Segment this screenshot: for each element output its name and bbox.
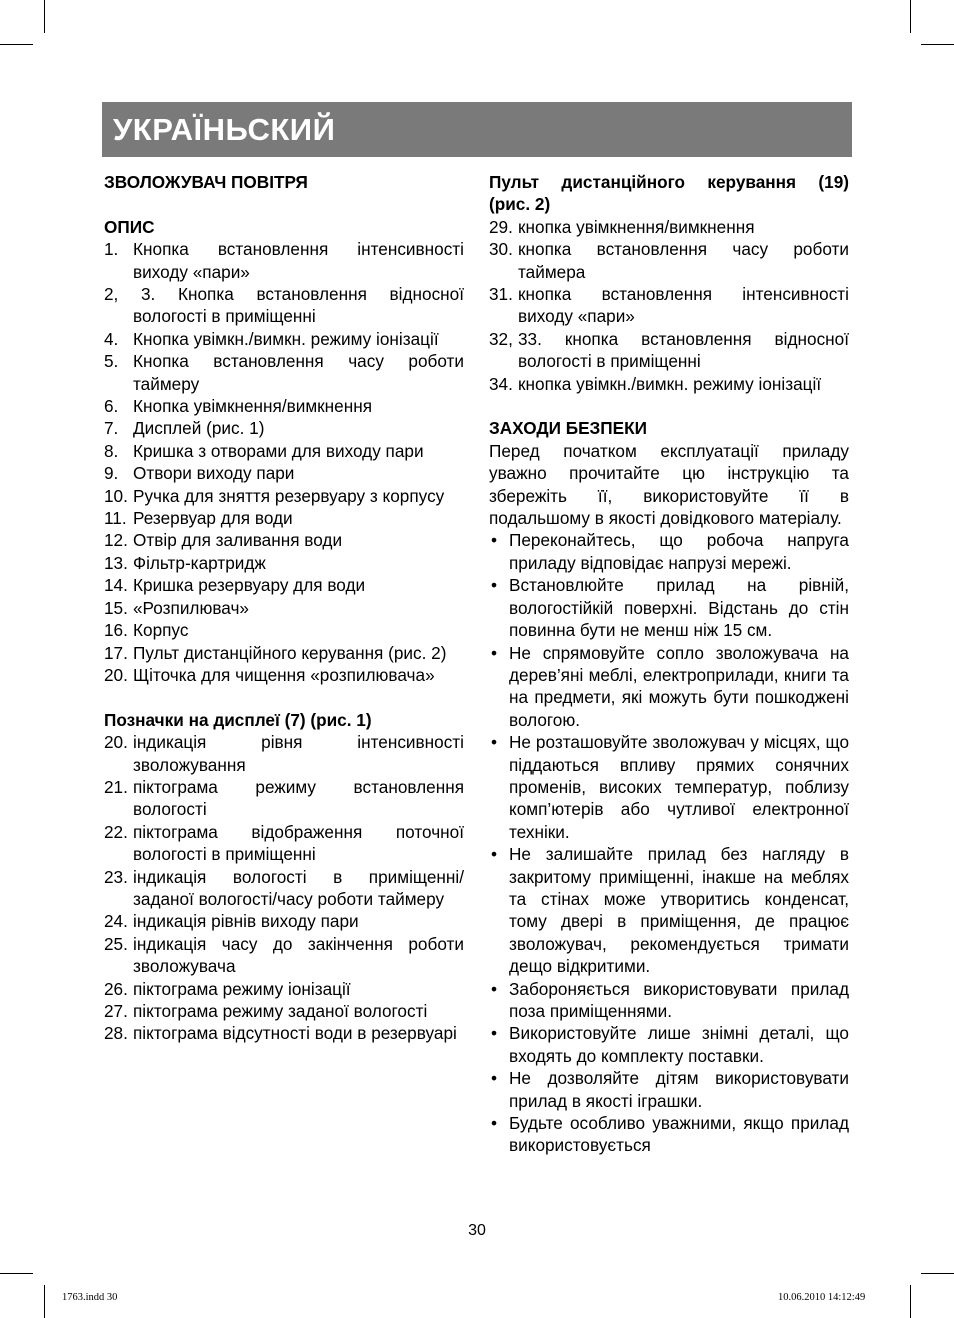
list-item-number: 29. — [489, 216, 513, 237]
bullet-icon: • — [491, 1068, 498, 1089]
safety-bullet-item — [489, 529, 849, 574]
list-item — [104, 529, 464, 551]
list-item-text: піктограма режиму іонізації — [133, 978, 351, 999]
list-item-text: Корпус — [133, 620, 189, 641]
list-item-text: Кнопка увімкнення/вимкнення — [133, 396, 373, 417]
list-item-text: Фільтр-картридж — [133, 552, 266, 573]
list-item-text: Щіточка для чищення «розпилювача» — [133, 664, 435, 685]
list-item — [104, 866, 464, 911]
list-item-text: піктограма режиму встановлення вологості — [133, 776, 464, 820]
list-item-text: кнопка встановлення інтенсивності виходу «пари» — [518, 284, 849, 327]
list-item-text: піктограма відображення поточної вологості в приміщенні — [133, 821, 464, 865]
list-item-number: 20. — [104, 732, 128, 753]
list-item-text: кнопка увімкнення/вимкнення — [518, 216, 755, 237]
list-item-number: 30. — [489, 239, 513, 260]
safety-bullet-item — [489, 978, 849, 1023]
safety-bullet-item — [489, 1067, 849, 1112]
description-heading: ОПИС — [104, 216, 155, 237]
crop-mark — [910, 1285, 911, 1318]
display-list — [104, 731, 464, 1045]
safety-bullet-text: Не розташовуйте зволожувач у місцях, що піддаються впливу прямих сонячних променів, високих температур, поблизу комп’ютерів або чутливої електронної техніки. — [509, 732, 849, 842]
list-item-number: 21. — [104, 776, 128, 797]
crop-mark — [921, 44, 954, 45]
list-item — [104, 776, 464, 821]
list-item — [104, 642, 464, 664]
product-heading: ЗВОЛОЖУВАЧ ПОВІТРЯ — [104, 172, 308, 192]
list-item — [104, 485, 464, 507]
list-item — [104, 283, 464, 328]
right-column — [489, 171, 849, 1157]
safety-bullet-text: Забороняється використовувати прилад поза приміщеннями. — [509, 978, 849, 1022]
list-item-number: 15. — [104, 597, 128, 618]
list-item — [104, 597, 464, 619]
list-item-text: Кнопка встановлення відносної вологості в приміщенні — [133, 284, 464, 327]
list-item-number: 32, — [489, 328, 513, 349]
date-info: 10.06.2010 14:12:49 — [778, 1292, 866, 1303]
list-item-text: Ручка для зняття резервуару з корпусу — [133, 485, 445, 506]
list-item-number: 22. — [104, 821, 128, 842]
list-item-text: Кнопка встановлення часу роботи таймеру — [133, 351, 464, 394]
file-info: 1763.indd 30 — [62, 1292, 118, 1303]
list-item-number: 7. — [104, 418, 119, 439]
safety-bullet-item — [489, 1112, 849, 1157]
safety-bullet-item — [489, 843, 849, 977]
list-item-number: 11. — [104, 508, 127, 529]
crop-mark — [44, 0, 45, 33]
bullet-icon: • — [491, 844, 498, 865]
language-banner — [102, 102, 852, 157]
list-item-text: кнопка встановлення часу роботи таймера — [518, 239, 849, 282]
list-item-text: індикація рівнів виходу пари — [133, 911, 359, 932]
list-item-number: 20. — [104, 664, 128, 685]
list-item-text: 33. кнопка встановлення відносної вологості в приміщенні — [518, 328, 849, 372]
list-item — [104, 821, 464, 866]
safety-heading: ЗАХОДИ БЕЗПЕКИ — [489, 418, 647, 439]
list-item-number: 2, 3. — [104, 284, 156, 305]
list-item — [104, 238, 464, 283]
list-item — [104, 731, 464, 776]
list-item-number: 10. — [104, 485, 128, 506]
list-item-number: 9. — [104, 463, 119, 484]
list-item-number: 13. — [104, 552, 128, 573]
language-title: УКРАЇНЬСКИЙ — [113, 112, 336, 147]
list-item-number: 14. — [104, 575, 128, 596]
list-item — [489, 283, 849, 328]
list-item-number: 12. — [104, 530, 128, 551]
list-item-number: 6. — [104, 396, 119, 417]
page-number: 30 — [468, 1222, 486, 1239]
list-item-number: 23. — [104, 866, 128, 887]
list-item-text: Отвір для заливання води — [133, 530, 343, 551]
safety-bullet-text: Переконайтесь, що робоча напруга приладу відповідає напрузі мережі. — [509, 530, 849, 573]
list-item — [104, 619, 464, 641]
list-item-text: піктограма режиму заданої вологості — [133, 1001, 428, 1021]
bullet-icon: • — [491, 1023, 498, 1044]
bullet-icon: • — [491, 530, 498, 551]
remote-heading-line1: Пульт дистанційного керування (19) — [489, 172, 849, 192]
remote-heading-line2: (рис. 2) — [489, 194, 551, 215]
list-item-number: 31. — [489, 284, 513, 305]
list-item-text: Кришка з отворами для виходу пари — [133, 440, 424, 461]
crop-mark — [0, 1273, 33, 1274]
list-item — [104, 1000, 464, 1022]
list-item-number: 28. — [104, 1023, 128, 1044]
safety-list — [489, 529, 849, 1156]
display-heading: Позначки на дисплеї (7) (рис. 1) — [104, 709, 372, 730]
safety-bullet-item — [489, 642, 849, 732]
list-item — [104, 350, 464, 395]
list-item-text: Резервуар для води — [133, 508, 293, 529]
list-item-number: 34. — [489, 373, 513, 394]
list-item — [104, 910, 464, 932]
list-item-text: індикація вологості в приміщенні/ заданої вологості/часу роботи таймеру — [133, 866, 464, 909]
list-item-number: 4. — [104, 328, 119, 349]
list-item — [489, 373, 849, 395]
list-item — [104, 440, 464, 462]
crop-mark — [921, 1273, 954, 1274]
list-item-text: кнопка увімкн./вимкн. режиму іонізації — [518, 373, 822, 394]
list-item — [104, 933, 464, 978]
safety-bullet-text: Встановлюйте прилад на рівній, вологостійкій поверхні. Відстань до стін повинна бути не менш ніж 15 см. — [509, 575, 849, 641]
list-item-number: 27. — [104, 1001, 128, 1021]
list-item-number: 26. — [104, 978, 128, 999]
list-item — [104, 507, 464, 529]
description-list — [104, 238, 464, 686]
crop-mark — [910, 0, 911, 33]
list-item-text: Отвори виходу пари — [133, 463, 295, 484]
bullet-icon: • — [491, 978, 498, 999]
safety-bullet-text: Не дозволяйте дітям використовувати прилад в якості іграшки. — [509, 1068, 849, 1111]
left-column — [104, 171, 464, 1045]
list-item — [104, 664, 464, 686]
safety-bullet-text: Не спрямовуйте сопло зволожувача на дерев’яні меблі, електроприлади, книги та на предмети, які можуть бути пошкоджені вологою. — [509, 642, 849, 730]
list-item-text: Кнопка встановлення інтенсивності виходу «пари» — [133, 239, 464, 282]
bullet-icon: • — [491, 1113, 498, 1134]
list-item — [104, 552, 464, 574]
list-item-text: індикація рівня інтенсивності зволожування — [133, 732, 464, 775]
safety-bullet-item — [489, 574, 849, 641]
safety-bullet-text: Не залишайте прилад без нагляду в закритому приміщенні, інакше на меблях та стінах може утворитись конденсат, тому двері в приміщення, де працює зволожувач, рекомендується тримати дещо відкритими. — [509, 844, 849, 977]
bullet-icon: • — [491, 575, 498, 596]
safety-bullet-text: Використовуйте лише знімні деталі, що входять до комплекту поставки. — [509, 1023, 849, 1066]
list-item — [489, 216, 849, 238]
list-item-text: Пульт дистанційного керування (рис. 2) — [133, 642, 447, 663]
list-item — [104, 417, 464, 439]
bullet-icon: • — [491, 642, 498, 663]
list-item — [104, 978, 464, 1000]
list-item-text: піктограма відсутності води в резервуарі — [133, 1023, 457, 1044]
list-item — [104, 462, 464, 484]
list-item-number: 16. — [104, 620, 128, 641]
list-item — [489, 328, 849, 373]
list-item — [489, 238, 849, 283]
list-item-text: Кришка резервуару для води — [133, 575, 366, 596]
safety-bullet-item — [489, 731, 849, 843]
crop-mark — [0, 44, 33, 45]
list-item-number: 5. — [104, 351, 119, 372]
list-item-text: індикація часу до закінчення роботи зволожувача — [133, 933, 464, 977]
list-item — [104, 395, 464, 417]
crop-mark — [44, 1285, 45, 1318]
list-item-text: Дисплей (рис. 1) — [133, 418, 265, 439]
list-item-number: 17. — [104, 642, 128, 663]
list-item-number: 1. — [104, 239, 119, 260]
safety-bullet-text: Будьте особливо уважними, якщо прилад використовується — [509, 1113, 849, 1156]
list-item-number: 24. — [104, 911, 128, 932]
list-item-text: Кнопка увімкн./вимкн. режиму іонізації — [133, 328, 439, 349]
list-item-number: 8. — [104, 440, 119, 461]
bullet-icon: • — [491, 732, 498, 753]
list-item — [104, 574, 464, 596]
safety-bullet-item — [489, 1022, 849, 1067]
list-item-text: «Розпилювач» — [133, 597, 249, 618]
remote-list — [489, 216, 849, 395]
list-item — [104, 1022, 464, 1044]
list-item-number: 25. — [104, 933, 128, 954]
safety-intro: Перед початком експлуатації приладу уважно прочитайте цю інструкцію та збережіть її, використовуйте її в подальшому в якості довідкового матеріалу. — [489, 440, 849, 529]
list-item — [104, 328, 464, 350]
